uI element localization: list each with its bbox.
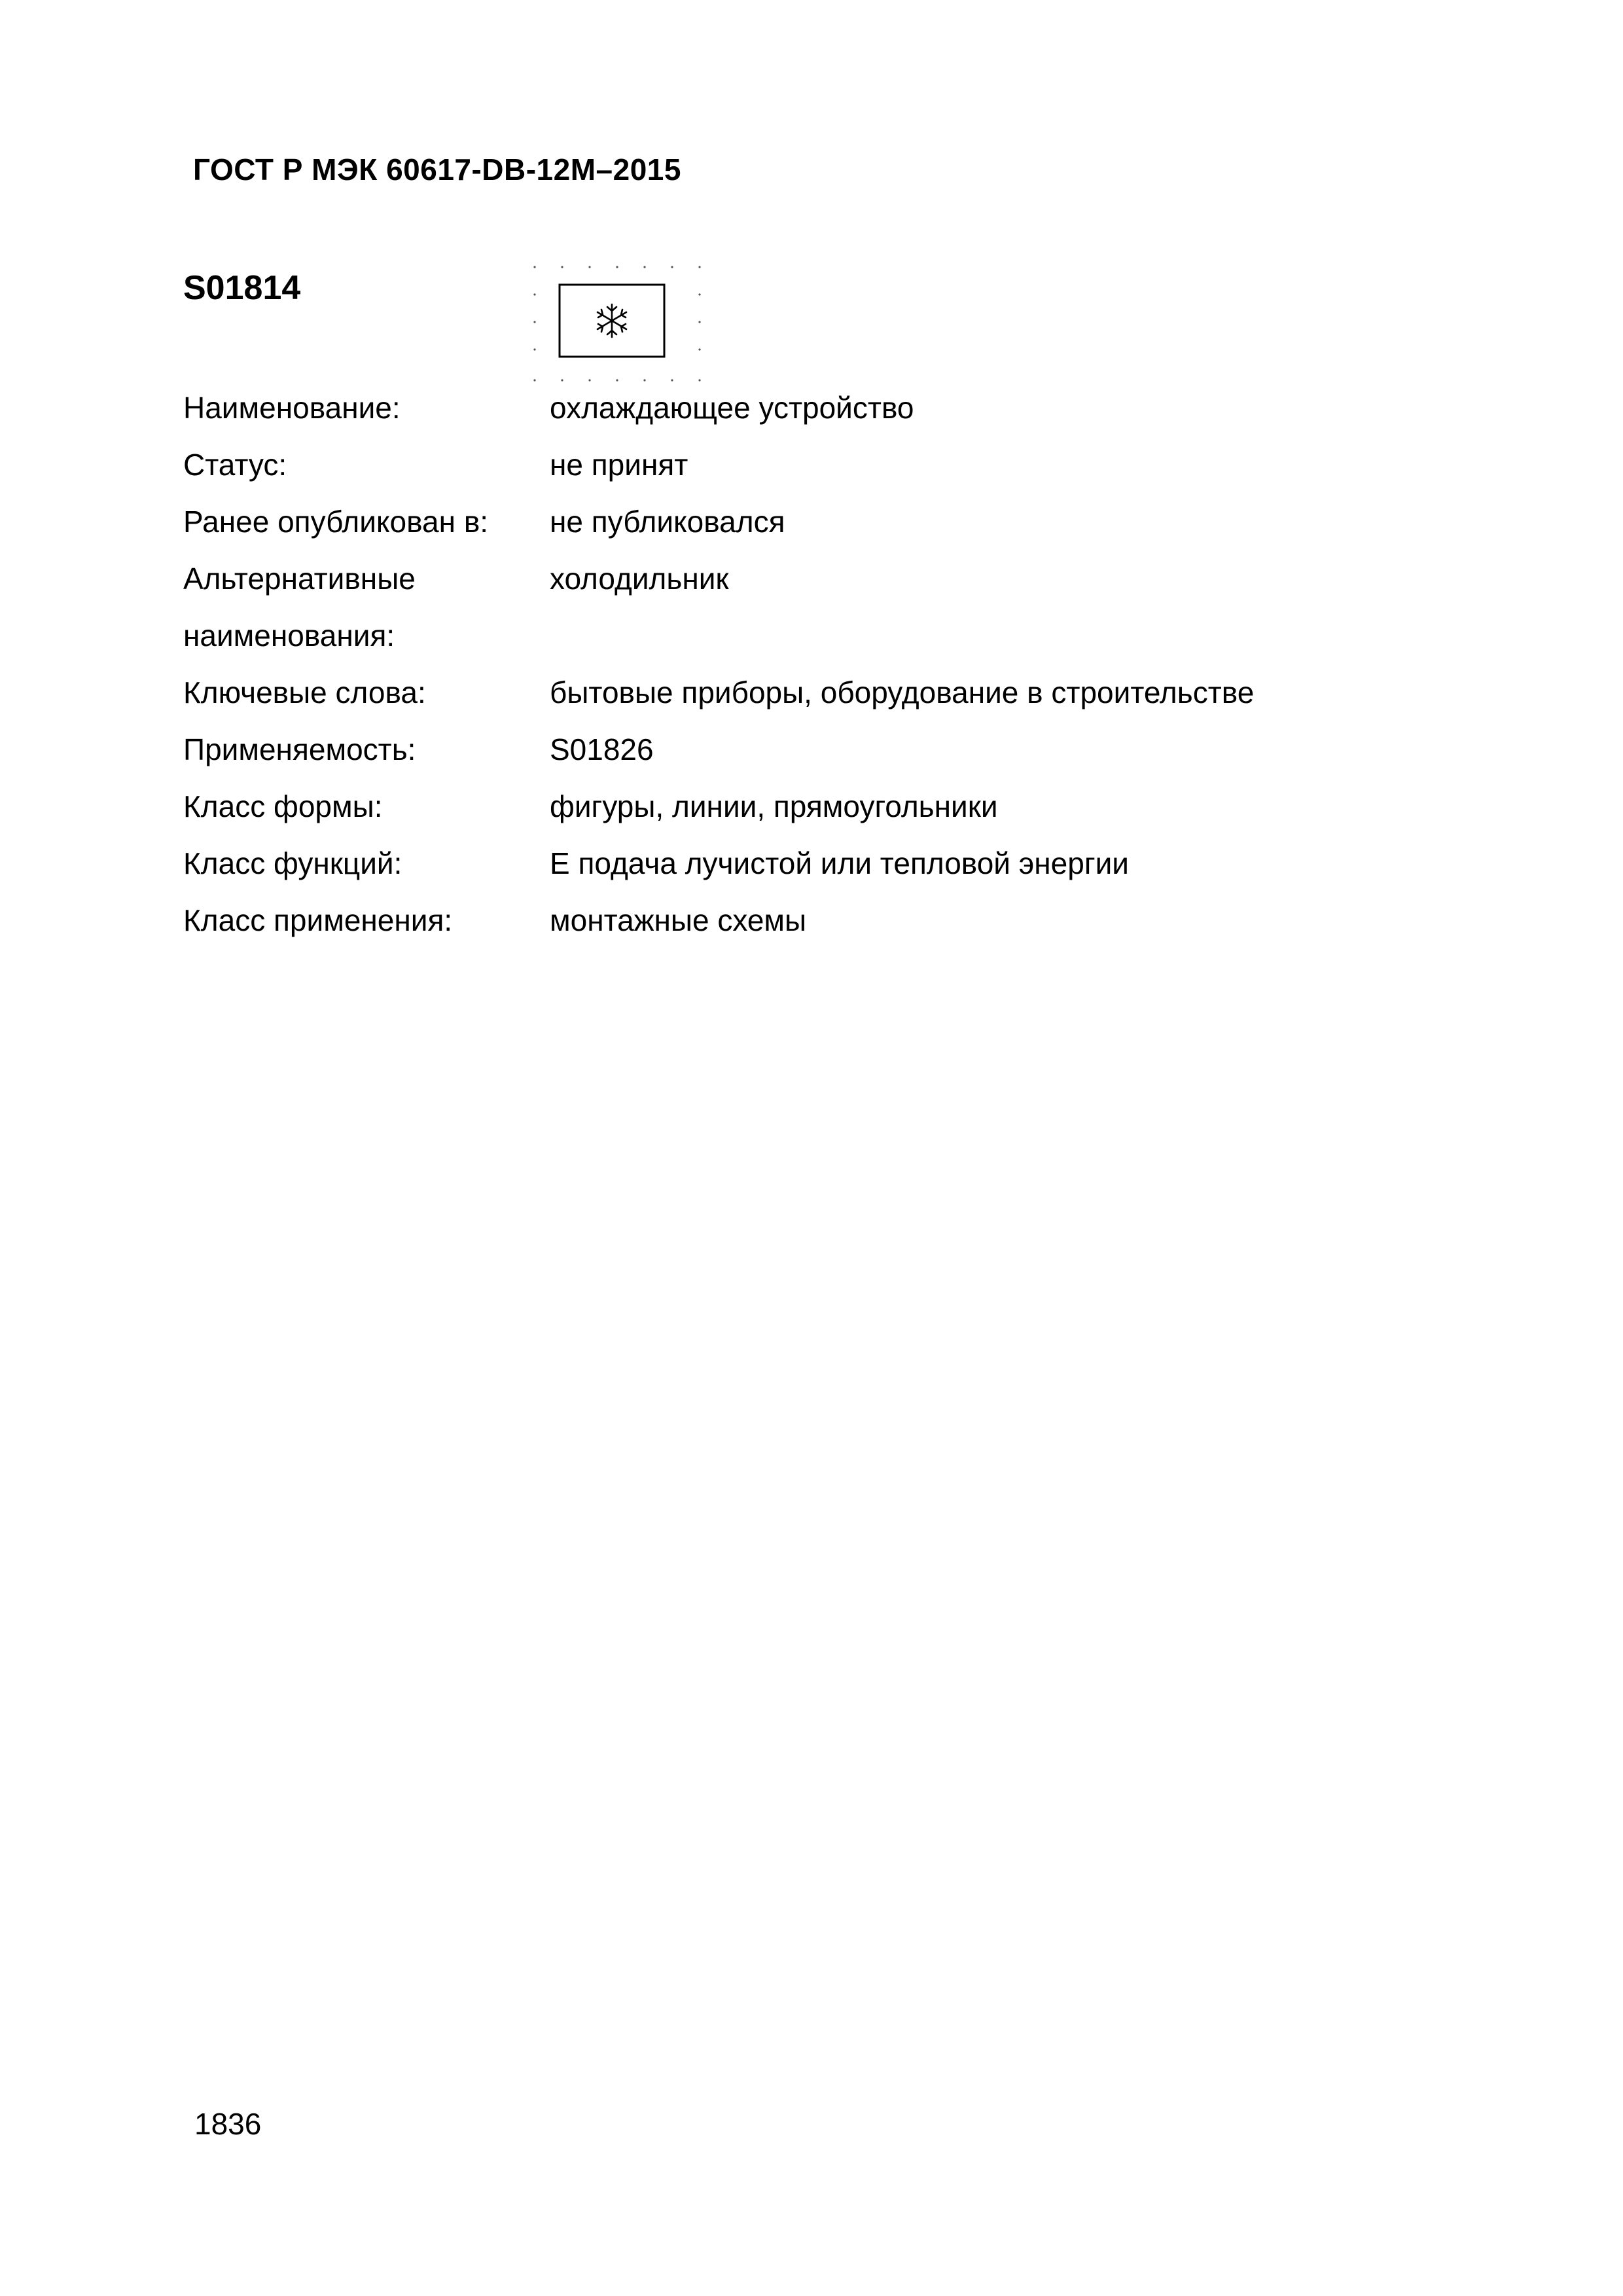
property-row-published <box>183 493 1492 550</box>
property-label: Ключевые слова: <box>183 675 426 709</box>
page-number: 1836 <box>194 2107 262 2141</box>
property-value: не публиковался <box>550 505 785 539</box>
property-value: холодильник <box>550 562 729 596</box>
property-label: Альтернативные наименования: <box>183 562 416 653</box>
property-label: Статус: <box>183 448 287 482</box>
property-label: Класс функций: <box>183 846 402 880</box>
property-row-applicability <box>183 721 1492 778</box>
property-label: Ранее опубликован в: <box>183 505 489 539</box>
snowflake-glyph <box>597 304 626 337</box>
document-standard-title: ГОСТ Р МЭК 60617-DB-12М–2015 <box>193 152 681 187</box>
property-label: Класс применения: <box>183 903 453 937</box>
property-value: S01826 <box>550 732 654 766</box>
property-value: бытовые приборы, оборудование в строительстве <box>550 675 1255 709</box>
property-label: Наименование: <box>183 391 401 425</box>
property-label: Применяемость: <box>183 732 416 766</box>
property-row-application-class <box>183 892 1492 949</box>
property-row-status <box>183 437 1492 493</box>
property-row-shape-class <box>183 778 1492 835</box>
property-row-keywords <box>183 664 1492 721</box>
property-value: охлаждающее устройство <box>550 391 914 425</box>
property-value: Е подача лучистой или тепловой энергии <box>550 846 1129 880</box>
property-value: не принят <box>550 448 688 482</box>
property-row-function-class <box>183 835 1492 892</box>
property-value: фигуры, линии, прямоугольники <box>550 789 998 823</box>
property-row-name <box>183 380 1492 437</box>
property-label: Класс формы: <box>183 789 383 823</box>
property-value: монтажные схемы <box>550 903 807 937</box>
property-row-alternative-names <box>183 550 1492 664</box>
symbol-id: S01814 <box>183 269 301 307</box>
properties-table <box>183 380 1492 949</box>
snowflake-icon <box>533 265 704 383</box>
